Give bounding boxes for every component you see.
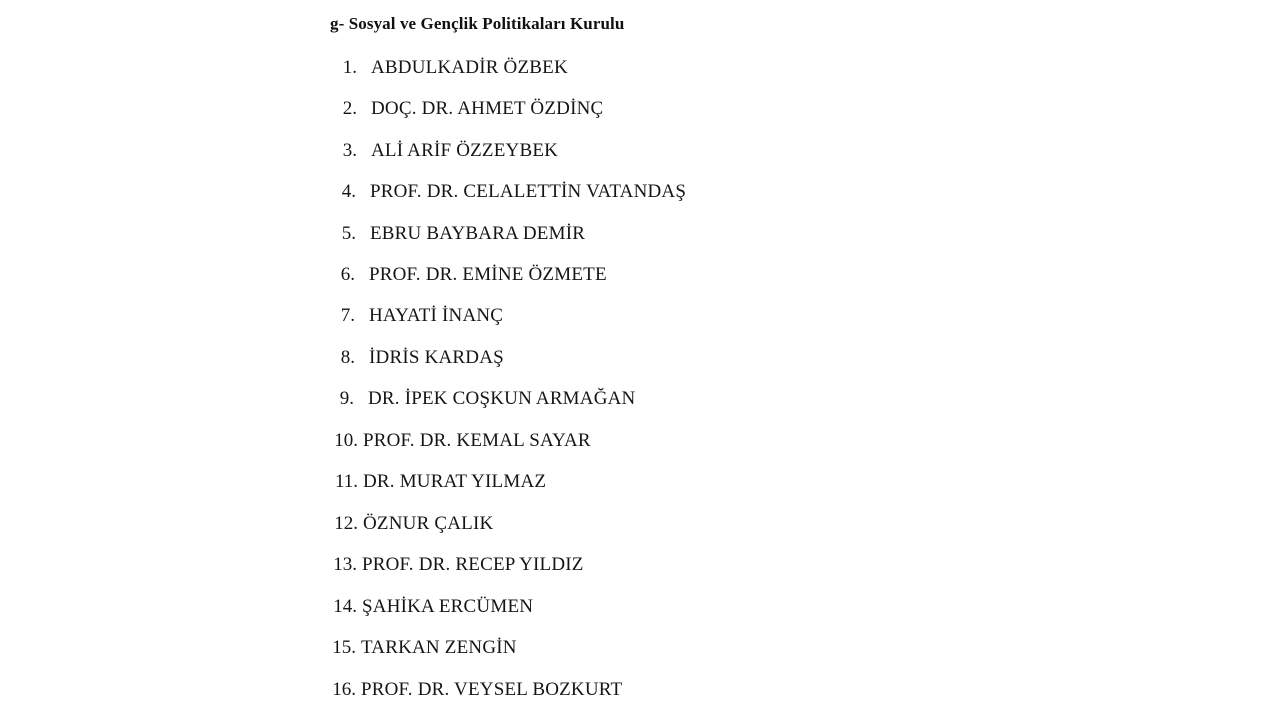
member-name: ÖZNUR ÇALIK [363, 513, 494, 534]
list-item [332, 386, 635, 412]
member-name: ŞAHİKA ERCÜMEN [362, 596, 534, 617]
item-number: 4. [341, 181, 356, 202]
list-item [335, 96, 603, 122]
item-number: 12. [334, 513, 358, 534]
list-item [328, 469, 546, 495]
member-name: EBRU BAYBARA DEMİR [370, 223, 586, 244]
list-item [326, 635, 517, 661]
list-item [333, 303, 503, 329]
item-number: 3. [342, 140, 357, 161]
member-name: HAYATİ İNANÇ [369, 305, 504, 326]
member-name: PROF. DR. VEYSEL BOZKURT [361, 679, 623, 700]
item-number: 9. [339, 388, 354, 409]
item-number: 2. [342, 98, 357, 119]
member-name: DR. İPEK COŞKUN ARMAĞAN [368, 388, 636, 409]
list-item [334, 179, 686, 205]
list-item [328, 511, 493, 537]
item-number: 1. [342, 57, 357, 78]
member-name: DR. MURAT YILMAZ [363, 471, 547, 492]
member-name: ALİ ARİF ÖZZEYBEK [371, 140, 559, 161]
member-name: PROF. DR. RECEP YILDIZ [362, 554, 584, 575]
item-number: 16. [332, 679, 356, 700]
item-number: 13. [333, 554, 357, 575]
item-number: 10. [334, 430, 358, 451]
list-item [328, 428, 591, 454]
item-number: 5. [341, 223, 356, 244]
list-item [335, 55, 568, 81]
list-item [327, 594, 533, 620]
list-item [333, 262, 607, 288]
item-number: 7. [340, 305, 355, 326]
member-name: DOÇ. DR. AHMET ÖZDİNÇ [371, 98, 604, 119]
list-item [326, 677, 622, 703]
item-number: 14. [333, 596, 357, 617]
member-name: İDRİS KARDAŞ [369, 347, 504, 368]
member-name: PROF. DR. CELALETTİN VATANDAŞ [370, 181, 687, 202]
member-name: PROF. DR. EMİNE ÖZMETE [369, 264, 607, 285]
list-item [334, 221, 585, 247]
section-heading: g- Sosyal ve Gençlik Politikaları Kurulu [330, 14, 625, 33]
item-number: 6. [340, 264, 355, 285]
member-name: ABDULKADİR ÖZBEK [371, 57, 568, 78]
item-number: 11. [334, 471, 358, 492]
item-number: 8. [340, 347, 355, 368]
list-item [327, 552, 584, 578]
item-number: 15. [332, 637, 356, 658]
member-name: TARKAN ZENGİN [361, 637, 517, 658]
list-item [335, 138, 558, 164]
list-item [333, 345, 504, 371]
member-name: PROF. DR. KEMAL SAYAR [363, 430, 591, 451]
